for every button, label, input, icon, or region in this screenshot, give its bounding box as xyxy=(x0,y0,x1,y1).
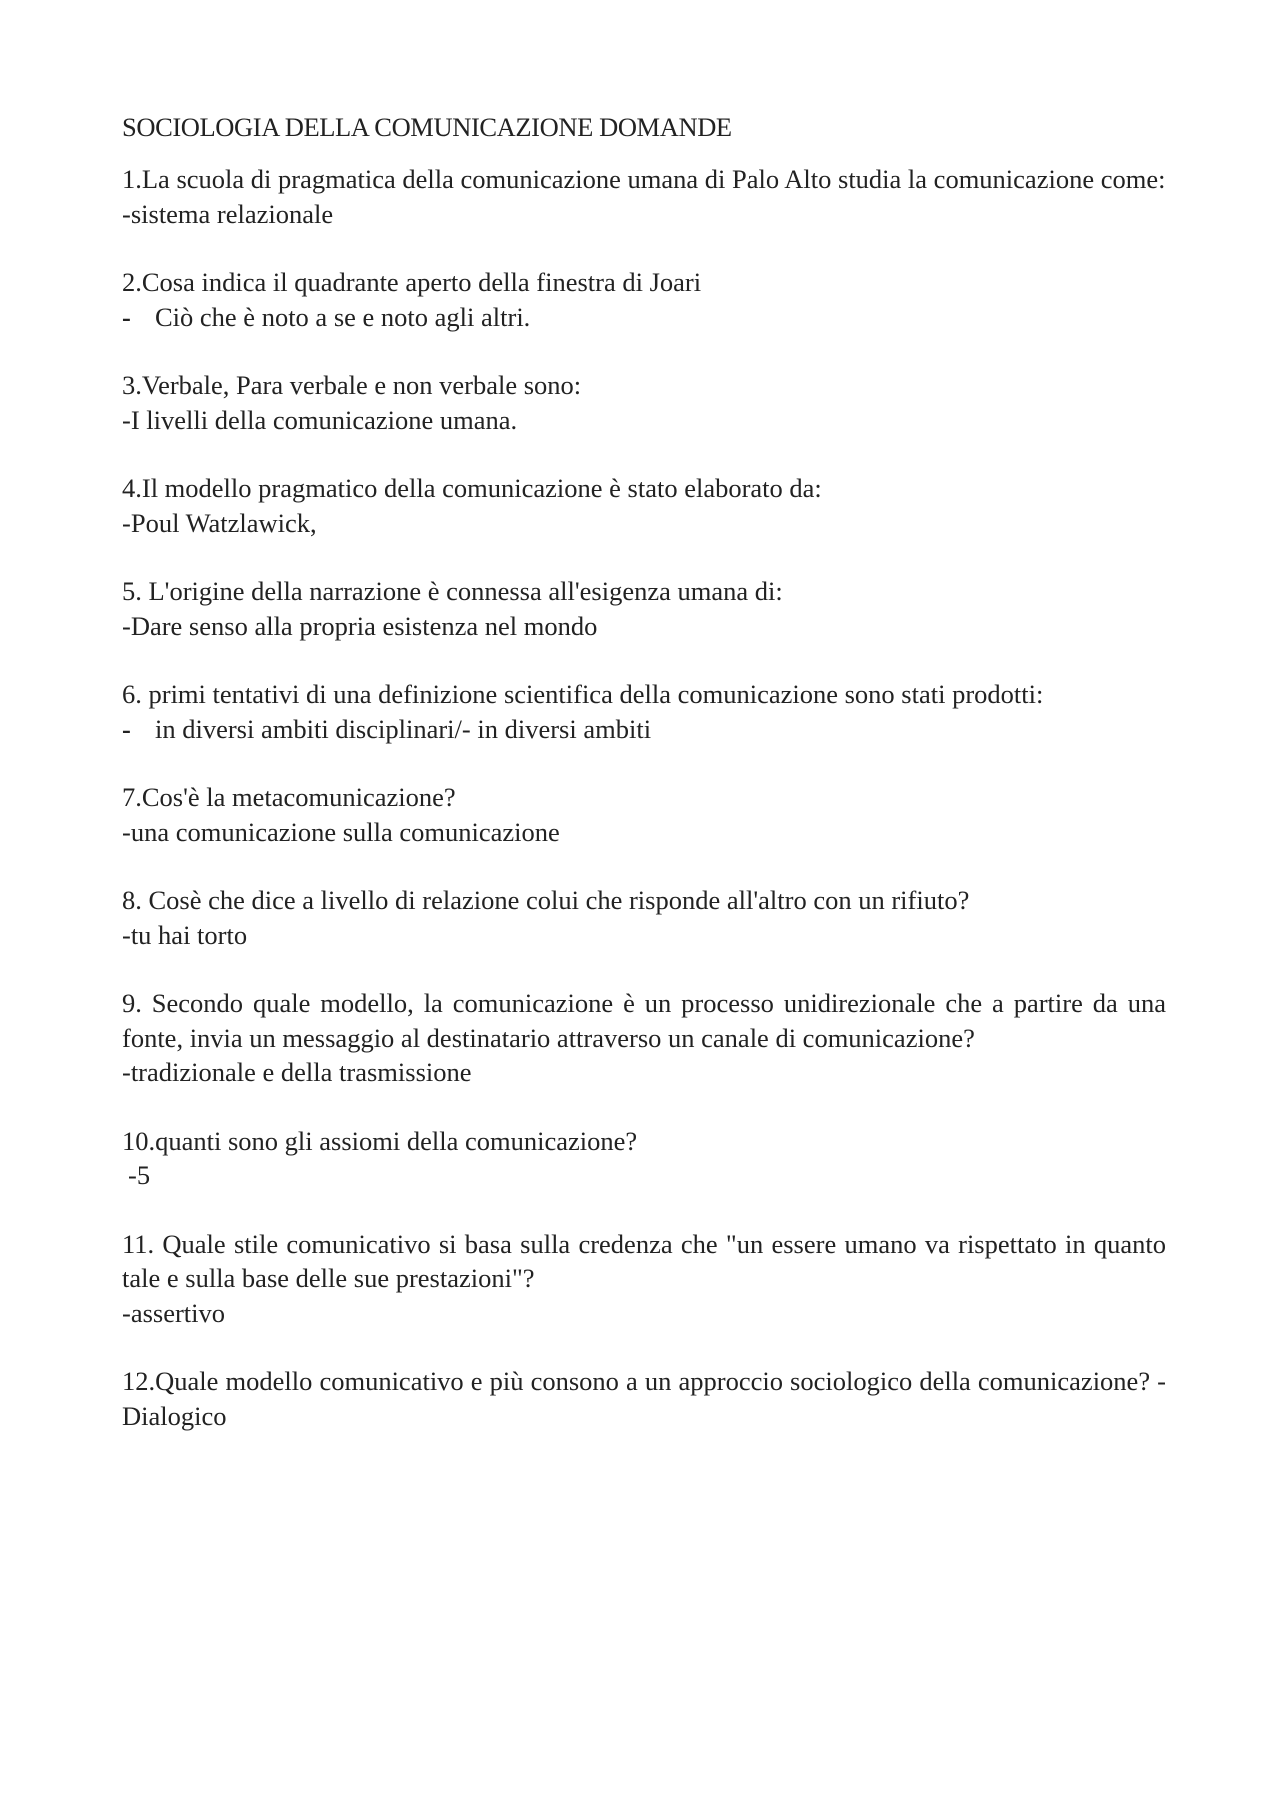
question-text: 3.Verbale, Para verbale e non verbale sono: xyxy=(122,370,582,400)
question-text: 10.quanti sono gli assiomi della comunicazione? xyxy=(122,1125,638,1156)
qa-item-3 xyxy=(122,368,1166,437)
answer-text: in diversi ambiti disciplinari/- in diversi ambiti xyxy=(155,713,652,744)
answer-text: -sistema relazionale xyxy=(122,198,334,229)
answer-text: -assertivo xyxy=(122,1297,226,1328)
qa-item-12 xyxy=(122,1364,1166,1433)
question-text: 6. primi tentativi di una definizione scientifica della comunicazione sono stati prodotti: xyxy=(122,679,1044,709)
answer-line xyxy=(122,712,1166,747)
answer-text: -tu hai torto xyxy=(122,919,248,950)
answer-text: -tradizionale e della trasmissione xyxy=(122,1057,472,1087)
dash-bullet: - xyxy=(122,301,131,332)
qa-item-8 xyxy=(122,883,1166,952)
qa-item-1 xyxy=(122,162,1166,231)
question-text: 1.La scuola di pragmatica della comunicazione umana di Palo Alto studia la comunicazione come: xyxy=(122,164,1166,194)
qa-item-9 xyxy=(122,986,1166,1090)
document-title: SOCIOLOGIA DELLA COMUNICAZIONE DOMANDE xyxy=(122,112,732,142)
answer-text: -Poul Watzlawick, xyxy=(122,507,317,538)
document-page xyxy=(122,110,1166,1467)
dash-bullet: - xyxy=(122,713,131,744)
question-text: 12.Quale modello comunicativo e più consono a un approccio sociologico della comunicazione? -Dialogico xyxy=(122,1366,1166,1431)
question-text: 5. L'origine della narrazione è connessa all'esigenza umana di: xyxy=(122,576,783,606)
qa-item-6 xyxy=(122,677,1166,746)
answer-text: -I livelli della comunicazione umana. xyxy=(122,404,518,435)
answer-text: Ciò che è noto a se e noto agli altri. xyxy=(155,301,531,332)
qa-item-7 xyxy=(122,780,1166,849)
qa-item-2 xyxy=(122,265,1166,334)
question-text: 9. Secondo quale modello, la comunicazione è un processo unidirezionale che a partire da una fonte, invia un messaggio al destinatario attraverso un canale di comunicazione? xyxy=(122,988,1166,1053)
answer-line xyxy=(122,300,1166,335)
question-text: 7.Cos'è la metacomunicazione? xyxy=(122,782,456,812)
qa-item-10 xyxy=(122,1124,1166,1193)
question-text: 4.Il modello pragmatico della comunicazione è stato elaborato da: xyxy=(122,473,822,503)
qa-item-11 xyxy=(122,1227,1166,1331)
question-text: 11. Quale stile comunicativo si basa sulla credenza che "un essere umano va rispettato in quanto tale e sulla base delle sue prestazioni"? xyxy=(122,1228,1166,1293)
question-text: 8. Cosè che dice a livello di relazione colui che risponde all'altro con un rifiuto? xyxy=(122,885,970,915)
answer-text: -5 xyxy=(128,1160,151,1190)
qa-item-4 xyxy=(122,471,1166,540)
qa-item-5 xyxy=(122,574,1166,643)
answer-text: -una comunicazione sulla comunicazione xyxy=(122,816,560,847)
question-text: 2.Cosa indica il quadrante aperto della finestra di Joari xyxy=(122,267,702,297)
answer-text: -Dare senso alla propria esistenza nel mondo xyxy=(122,610,598,641)
